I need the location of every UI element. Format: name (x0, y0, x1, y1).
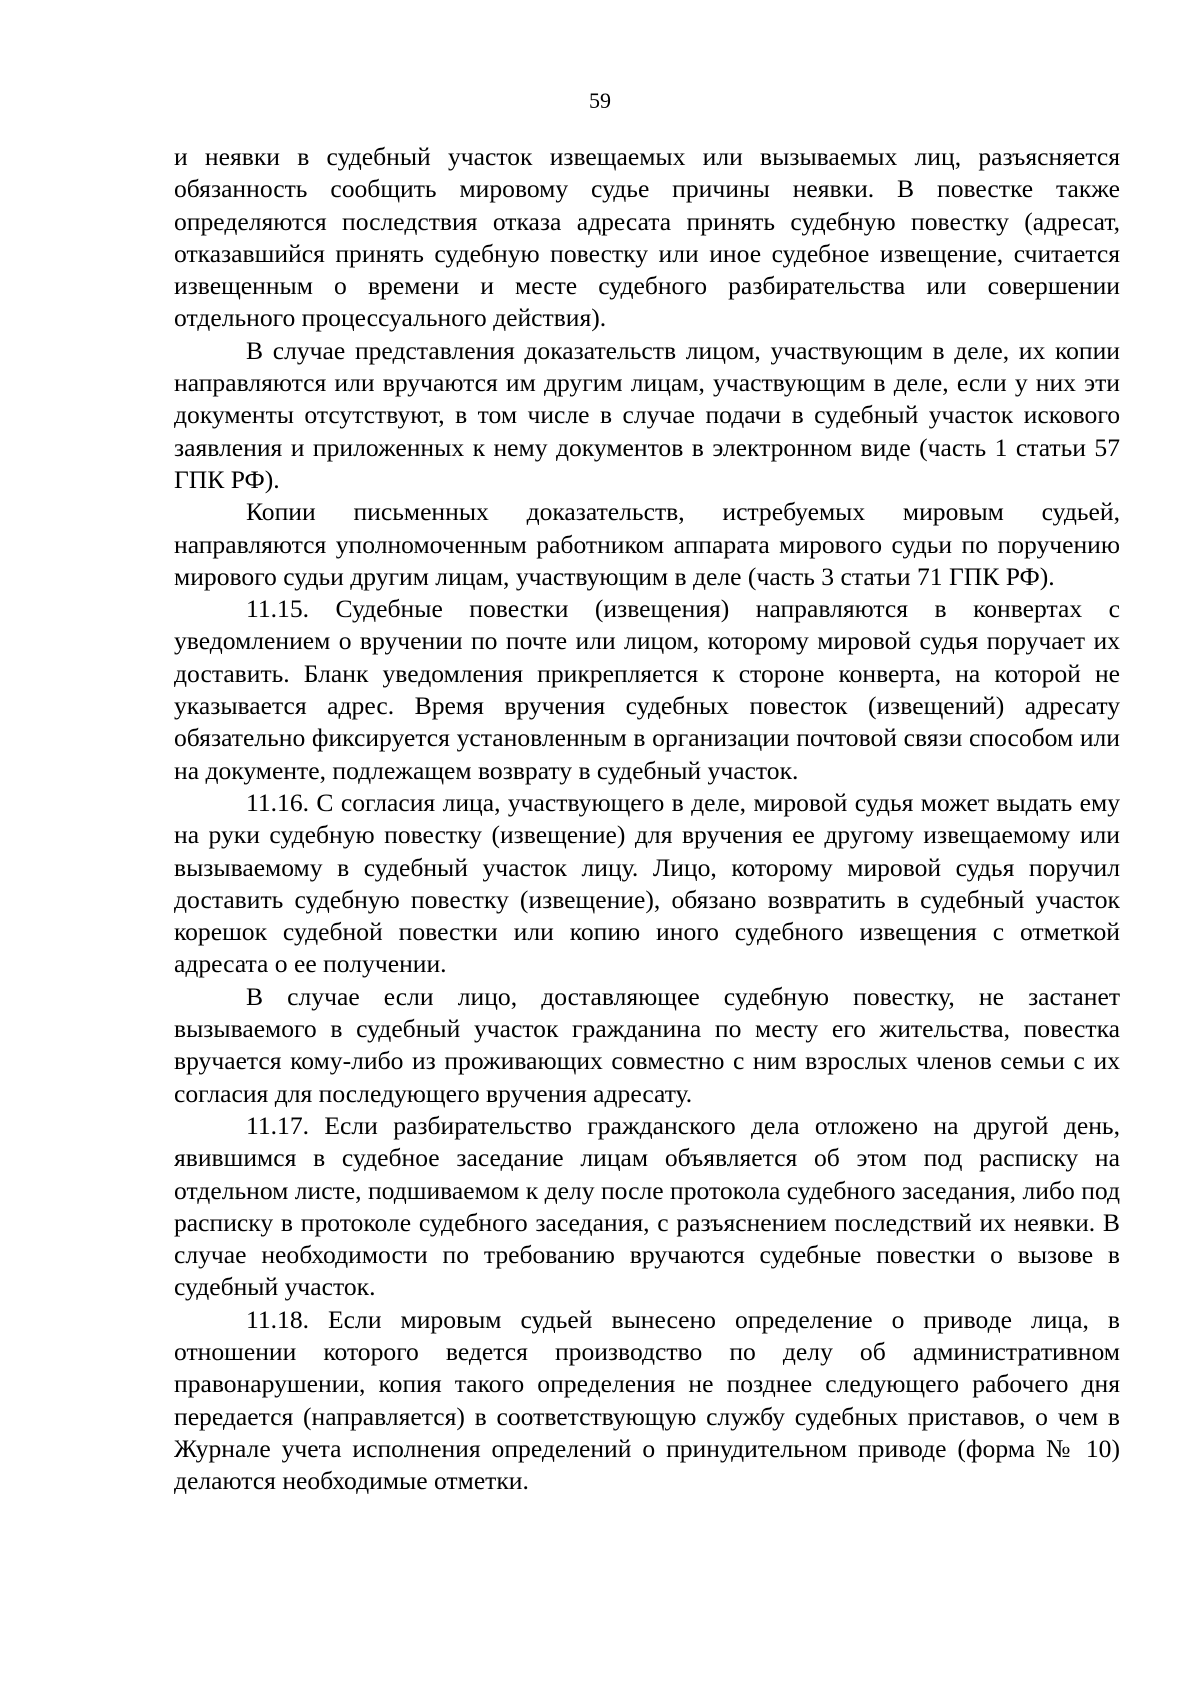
paragraph-11-15: 11.15. Судебные повестки (извещения) направляются в конвертах с уведомлением о вручении по почте или лицом, которому мировой судья поручает их доставить. Бланк уведомления прикрепляется к стороне конверта, на которой не указывается адрес. Время вручения судебных повесток (извещений) адресату обязательно фиксируется установленным в организации почтовой связи способом или на документе, подлежащем возврату в судебный участок. (174, 594, 1120, 785)
document-body (174, 141, 1120, 1497)
paragraph-evidence-copies: В случае представления доказательств лицом, участвующим в деле, их копии направляются или вручаются им другим лицам, участвующим в деле, если у них эти документы отсутствуют, в том числе в случае подачи в судебный участок искового заявления и приложенных к нему документов в электронном виде (часть 1 статьи 57 ГПК РФ). (174, 335, 1120, 494)
paragraph-11-16: 11.16. С согласия лица, участвующего в деле, мировой судья может выдать ему на руки судебную повестку (извещение) для вручения ее другому извещаемому или вызываемому в судебный участок лицу. Лицо, которому мировой судья поручил доставить судебную повестку (извещение), обязано возвратить в судебный участок корешок судебной повестки или копию иного судебного извещения с отметкой адресата о ее получении. (174, 787, 1120, 979)
paragraph-11-18: 11.18. Если мировым судьей вынесено определение о приводе лица, в отношении которого ведется производство по делу об административном правонарушении, копия такого определения не позднее следующего рабочего дня передается (направляется) в соответствующую службу судебных приставов, о чем в Журнале учета исполнения определений о принудительном приводе (форма № 10) делаются необходимые отметки. (174, 1304, 1120, 1496)
paragraph-11-17: 11.17. Если разбирательство гражданского дела отложено на другой день, явившимся в судебное заседание лицам объявляется об этом под расписку на отдельном листе, подшиваемом к делу после протокола судебного заседания, либо под расписку в протоколе судебного заседания, с разъяснением последствий их неявки. В случае необходимости по требованию вручаются судебные повестки о вызове в судебный участок. (174, 1110, 1120, 1302)
page-number: 59 (589, 88, 611, 113)
paragraph-written-evidence: Копии письменных доказательств, истребуемых мировым судьей, направляются уполномоченным работником аппарата мирового судьи по поручению мирового судьи другим лицам, участвующим в деле (часть 3 статьи 71 ГПК РФ). (174, 497, 1120, 591)
paragraph-continuation: и неявки в судебный участок извещаемых или вызываемых лиц, разъясняется обязанность сообщить мировому судье причины неявки. В повестке также определяются последствия отказа адресата принять судебную повестку (адресат, отказавшийся принять судебную повестку или иное судебное извещение, считается извещенным о времени и месте судебного разбирательства или совершении отдельного процессуального действия). (174, 142, 1120, 333)
paragraph-delivery-to-family: В случае если лицо, доставляющее судебную повестку, не застанет вызываемого в судебный участок гражданина по месту его жительства, повестка вручается кому-либо из проживающих совместно с ним взрослых членов семьи с их согласия для последующего вручения адресату. (174, 981, 1120, 1108)
